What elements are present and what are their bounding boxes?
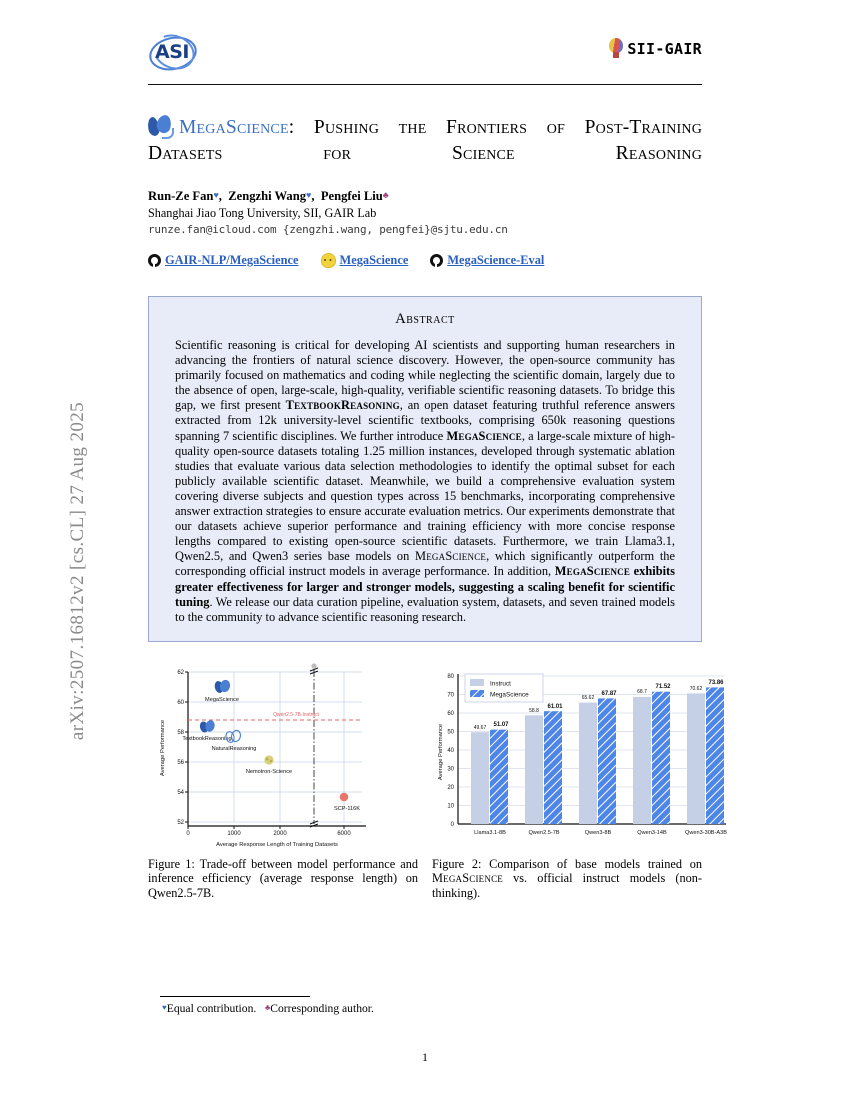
figure-1-scatter-chart <box>152 660 374 850</box>
svg-text:70: 70 <box>447 692 454 699</box>
svg-text:56: 56 <box>177 759 184 766</box>
svg-text:10: 10 <box>447 803 454 810</box>
author-emails: runze.fan@icloud.com {zengzhi.wang, pengfei}@sjtu.edu.cn <box>148 223 508 236</box>
sii-gair-label: SII-GAIR <box>627 40 702 58</box>
bar-megascience[interactable] <box>490 729 508 823</box>
svg-text:52: 52 <box>177 819 184 826</box>
abstract-heading: Abstract <box>395 311 455 327</box>
figure-2-bar-chart <box>432 660 732 850</box>
bar-value-megascience: 73.86 <box>708 679 724 686</box>
scatter-y-axis-label: Average Performance <box>160 719 166 776</box>
figure-2-caption-suffix: vs. official instruct models (non-thinking). <box>432 871 702 900</box>
abstract-p5: . We release our data curation pipeline, evaluation system, datasets, and seven trained models to the community to advance scientific reasoning research. <box>175 594 675 624</box>
author-mark-2: ♣ <box>382 190 389 200</box>
bar-y-ticks <box>447 674 454 828</box>
title-rest: : Pushing the Frontiers of Post-Training Datasets for Science Reasoning <box>148 117 702 164</box>
footnote-text <box>162 1002 448 1015</box>
bar-value-instruct: 49.67 <box>473 724 487 731</box>
abstract-text <box>175 338 675 625</box>
footnote-rule <box>160 996 310 997</box>
legend-label-megascience: MegaScience <box>490 691 529 699</box>
link-huggingface-megascience[interactable] <box>321 253 409 268</box>
scatter-axis-break <box>310 663 318 827</box>
bar-value-instruct: 65.62 <box>581 694 595 701</box>
svg-text:62: 62 <box>177 669 184 676</box>
legend-swatch-megascience <box>470 690 484 697</box>
svg-text:80: 80 <box>447 673 454 680</box>
resource-links <box>148 253 702 268</box>
svg-text:2000: 2000 <box>273 830 287 837</box>
footnote-block <box>148 996 448 1015</box>
bar-category-label: Qwen3-30B-A3B <box>685 829 727 836</box>
svg-text:20: 20 <box>447 784 454 791</box>
bar-value-megascience: 71.52 <box>655 683 671 690</box>
bar-megascience[interactable] <box>706 687 724 824</box>
bar-category-label: Qwen2.5-7B <box>528 829 560 836</box>
link-label: MegaScience <box>339 253 409 267</box>
author-mark-0: ♥ <box>213 190 219 200</box>
bar-value-megascience: 61.01 <box>547 703 563 710</box>
hot-air-balloon-icon <box>608 38 624 60</box>
scatter-y-ticks <box>177 670 184 826</box>
svg-text:60: 60 <box>177 699 184 706</box>
figures-row <box>148 660 727 901</box>
svg-text:60: 60 <box>447 710 454 717</box>
page-title <box>148 115 702 167</box>
page-number: 1 <box>422 1050 428 1064</box>
svg-text:1000: 1000 <box>227 830 241 837</box>
figure-2-caption-prefix: Figure 2: Comparison of base models trained on <box>432 856 702 871</box>
bar-megascience[interactable] <box>544 711 562 824</box>
bar-megascience[interactable] <box>652 691 670 823</box>
bar-instruct[interactable] <box>687 693 705 824</box>
scatter-svg <box>152 660 374 850</box>
svg-text:50: 50 <box>447 729 454 736</box>
huggingface-icon <box>321 253 336 268</box>
title-brand-name: MegaScience <box>179 117 289 138</box>
abstract-term-megascience-2: MegaScience <box>415 549 487 564</box>
bar-group-qwen3-14b <box>633 684 671 836</box>
abstract-term-textbookreasoning: TextbookReasoning <box>285 398 400 413</box>
legend-swatch-instruct <box>470 679 484 686</box>
scatter-point-nemotron-science[interactable] <box>246 755 292 775</box>
bar-instruct[interactable] <box>525 715 543 824</box>
paper-page <box>148 0 727 1100</box>
svg-text:6000: 6000 <box>337 830 351 837</box>
abstract-p1: Scientific reasoning is critical for developing AI scientists and supporting human researchers in advancing the frontiers of natural science discovery. However, the open-source community has primarily focused on mathematics and coding while neglecting the scientific domain, largely due to the absence of open, large-scale, high-quality, verifiable scientific reasoning datasets. To bridge this gap, we first present <box>175 338 675 413</box>
link-label: MegaScience-Eval <box>447 253 545 267</box>
abstract-p2: , an open dataset featuring truthful reference answers extracted from 12k university-level scientific textbooks, comprising 650k reasoning questions spanning 7 scientific disciplines. We further introduce <box>175 398 675 443</box>
bar-instruct[interactable] <box>471 732 489 824</box>
figure-2-caption <box>432 857 702 901</box>
bar-megascience[interactable] <box>598 698 616 824</box>
footnote-mark-equal: ♥ <box>162 1003 167 1012</box>
asi-logo-icon <box>148 34 196 70</box>
author-list: Run-Ze Fan♥, Zengzhi Wang♥, Pengfei Liu♣ <box>148 189 389 203</box>
svg-text:0: 0 <box>450 821 454 828</box>
author-mark-1: ♥ <box>306 190 312 200</box>
affiliation: Shanghai Jiao Tong University, SII, GAIR Lab <box>148 206 377 220</box>
abstract-p4: , which significantly outperform the corresponding official instruct models in average performance. In addition, <box>175 549 676 579</box>
scatter-label: MegaScience <box>205 696 239 703</box>
bar-value-megascience: 67.87 <box>601 690 617 697</box>
bar-group-qwen3-30b-a3b <box>685 680 727 836</box>
bar-group-llama31-8b <box>471 722 509 836</box>
bar-category-label: Qwen3-14B <box>637 829 667 836</box>
bar-value-megascience: 51.07 <box>493 721 509 728</box>
bar-category-label: Llama3.1-8B <box>474 829 506 836</box>
scatter-label: SCP-116K <box>333 805 361 812</box>
scatter-point-scp-116k[interactable] <box>334 792 360 811</box>
abstract-p3: , a large-scale mixture of high-quality open-source datasets totaling 1.25 million instances, developed through systematic ablation studies that evaluate various data selection methodologies to identify the optimal subset for each publicly available scientific dataset. Meanwhile, we build a comprehensive evaluation system covering diverse subjects and question types across 15 benchmarks, incorporating comprehensive answer extraction strategies to ensure accurate evaluation metrics. Our experiments demonstrate that our datasets achieve superior performance and training efficiency with more concise response lengths compared to existing open-source scientific datasets. Furthermore, we train Llama3.1, Qwen2.5, and Qwen3 series base models on <box>175 428 676 564</box>
scatter-x-axis-label: Average Response Length of Training Datasets <box>216 841 338 848</box>
bar-value-instruct: 68.7 <box>637 688 647 695</box>
title-block <box>148 115 702 167</box>
footnote-corresponding-text: Corresponding author. <box>270 1002 374 1015</box>
bar-instruct[interactable] <box>633 697 651 824</box>
figure-2-column <box>432 660 727 901</box>
scatter-label: Nemotron-Science <box>245 768 293 775</box>
arxiv-identifier-stamp: arXiv:2507.16812v2 [cs.CL] 27 Aug 2025 <box>67 401 88 741</box>
svg-text:0: 0 <box>186 830 190 837</box>
author-name-1: Zengzhi Wang <box>228 189 307 203</box>
bar-value-instruct: 58.8 <box>529 707 539 714</box>
asi-logo-text: ASI <box>155 41 189 63</box>
page-header <box>148 32 702 85</box>
github-icon <box>148 254 161 267</box>
abstract-bold-claim: exhibits greater effectiveness for larger and stronger models, suggesting a scaling benefit for scientific tuning <box>175 564 675 609</box>
threshold-line-label: Qwen2.5-7B-Instruct <box>273 711 319 718</box>
scatter-label: NaturalReasoning <box>211 745 257 752</box>
author-name-2: Pengfei Liu <box>320 189 383 203</box>
megascience-brain-logo-icon <box>148 115 178 137</box>
footnote-mark-corresponding: ♣ <box>264 1003 271 1012</box>
footnote-equal-text: Equal contribution. <box>166 1002 257 1015</box>
bar-legend <box>465 674 543 702</box>
link-github-megascience-eval[interactable] <box>430 253 544 268</box>
github-icon <box>430 254 443 267</box>
svg-text:40: 40 <box>447 747 454 754</box>
svg-text:30: 30 <box>447 766 454 773</box>
scatter-label: TextbookReasoning <box>182 735 232 742</box>
scatter-point-textbookreasoning[interactable] <box>182 719 231 742</box>
abstract-term-megascience-1: MegaScience <box>446 428 522 443</box>
link-github-megascience[interactable] <box>148 253 299 268</box>
bar-instruct[interactable] <box>579 702 597 823</box>
figure-1-caption: Figure 1: Trade-off between model performance and inference efficiency (average response length) on Qwen2.5-7B. <box>148 856 418 900</box>
svg-text:58: 58 <box>177 729 184 736</box>
figure-1-column <box>148 660 418 901</box>
figure-2-caption-brand: MegaScience <box>432 871 503 886</box>
abstract-section <box>148 296 702 642</box>
scatter-x-ticks <box>186 831 351 837</box>
abstract-term-megascience-3: MegaScience <box>554 564 631 579</box>
legend-label-instruct: Instruct <box>490 680 511 688</box>
sii-gair-logo <box>608 38 702 60</box>
bar-group-qwen25-7b <box>525 704 563 836</box>
svg-text:54: 54 <box>177 789 184 796</box>
bar-category-label: Qwen3-8B <box>584 829 612 836</box>
bar-value-instruct: 70.62 <box>689 685 703 692</box>
bar-svg <box>432 660 732 850</box>
bar-y-axis-label: Average Performance <box>438 723 444 780</box>
author-name-0: Run-Ze Fan <box>148 189 214 203</box>
link-label: GAIR-NLP/MegaScience <box>165 253 299 267</box>
bar-group-qwen3-8b <box>579 691 617 836</box>
